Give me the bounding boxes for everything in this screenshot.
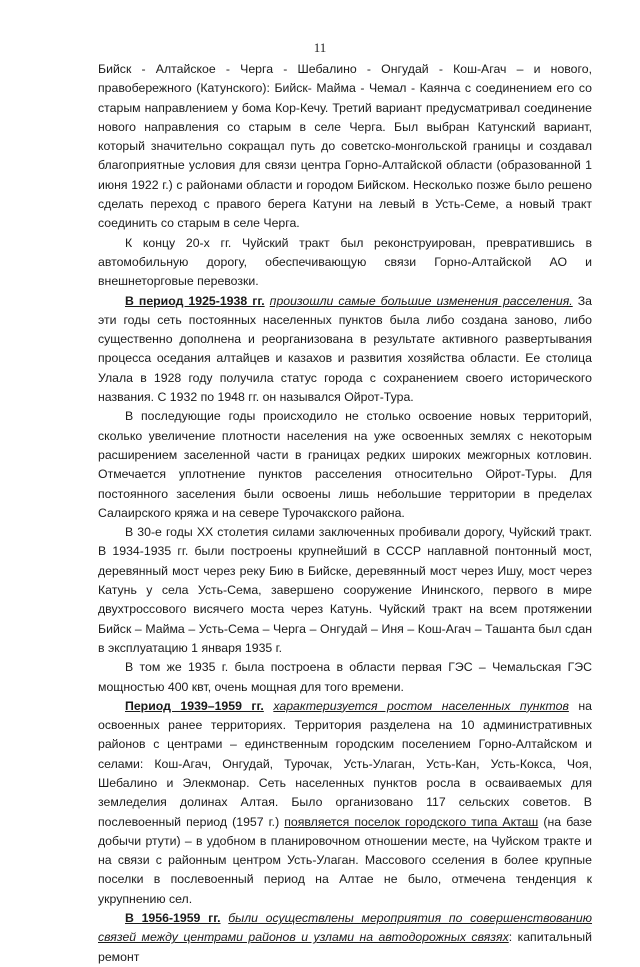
paragraph-text <box>264 699 273 713</box>
emphasized-text: В период 1925-1938 гг. <box>125 293 265 308</box>
paragraph <box>98 60 592 234</box>
page-number: 11 <box>313 40 327 55</box>
paragraph <box>98 697 592 909</box>
paragraph-text: В последующие годы происходило не столько освоение новых территорий, сколько увеличение плотности населения на уже освоенных землях с некоторым расширением заселенной части в границах редких широких межгорных котловин. Отмечается уплотнение пунктов расселения относительно Ойрот-Туры. Для постоянного заселения были освоены лишь небольшие территории в пределах Салаирского кряжа и на севере Турочакского района. <box>98 409 592 520</box>
paragraph-text: : капитальный ремонт <box>98 930 593 964</box>
emphasized-text: были осуществлены мероприятия по совершенствованию связей между центрами районов и узлами на автодорожных связях <box>98 911 593 945</box>
paragraph-text: В 30-е годы XX столетия силами заключенных пробивали дорогу, Чуйский тракт. В 1934-1935 гг. были построены крупнейший в СССР наплавной понтонный мост, деревянный мост через реку Бию в Бийске, деревянный мост через Ишу, мост через Катунь у села Усть-Сема, завершено сооружение Ининского, первого в мире двухтроссового висячего моста через Катунь. Чуйский тракт на всем протяжении Бийск – Майма – Усть-Сема – Черга – Онгудай – Иня – Кош-Агач – Ташанта был сдан в эксплуатацию 1 января 1935 г. <box>98 525 592 655</box>
emphasized-text: произошли самые большие изменения расселения. <box>269 293 573 308</box>
paragraph-text <box>221 911 229 925</box>
paragraph <box>98 234 592 292</box>
paragraph-text: Бийск - Алтайское - Черга - Шебалино - Онгудай - Кош-Агач – и нового, правобережного (Катунского): Бийск- Майма - Чемал - Каянча с соединением его со старым направлением у бома Кор-Кечу. Третий вариант предусматривал соединение нового направления со старым в селе Черга. Был выбран Катунский вариант, который значительно сокращал путь до советско-монгольской границы и создавал благоприятные условия для связи центра Горно-Алтайской области (образованной 1 июня 1922 г.) с районами области и городом Бийском. Несколько позже было решено сделать переход с правого берега Катуни на левый в Усть-Семе, а новый тракт соединить со старым в селе Черга. <box>98 62 592 231</box>
paragraph <box>98 523 592 658</box>
emphasized-text: Период 1939–1959 гг. <box>125 698 264 713</box>
paragraph-text: За эти годы сеть постоянных населенных пунктов была либо создана заново, либо существенно дополнена и реорганизована в результате активного развертывания процесса оседания алтайцев и казахов и развития хозяйства области. Ее столица Улала в 1928 году получила статус города с сохранением своего исторического названия. С 1932 по 1948 гг. он назывался Ойрот-Тура. <box>98 293 592 405</box>
paragraph <box>98 909 592 967</box>
paragraph <box>98 292 592 408</box>
paragraph-text: (на базе добычи ртути) – в удобном в планировочном отношении месте, на Чуйском тракте и на связи с районным центром Усть-Улаган. Массового сселения в более крупные поселки в послевоенный период на Алтае не было, отмечена тенденция к укрупнению сел. <box>98 814 592 906</box>
emphasized-text: характеризуется ростом населенных пунктов <box>273 698 569 713</box>
emphasized-text: В 1956-1959 гг. <box>125 911 221 926</box>
paragraph-text: на освоенных ранее территориях. Территория разделена на 10 административных районов с центрами – единственным городским поселением Горно-Алтайском и селами: Кош-Агач, Онгудай, Турочак, Усть-Улаган, Усть-Кан, Усть-Кокса, Чоя, Шебалино и Элекмонар. Сеть населенных пунктов росла в осваиваемых для земледелия долинах Алтая. Было организовано 117 сельских советов. В послевоенный период (1957 г.) <box>98 698 593 829</box>
paragraph <box>98 407 592 523</box>
emphasized-text: появляется поселок городского типа Акташ <box>284 814 539 829</box>
paragraph-text: В том же 1935 г. была построена в области первая ГЭС – Чемальская ГЭС мощностью 400 квт, очень мощная для того времени. <box>98 660 592 694</box>
page-body <box>98 60 592 967</box>
paragraph <box>98 658 592 697</box>
paragraph-text: К концу 20-х гг. Чуйский тракт был реконструирован, превратившись в автомобильную дорогу, обеспечивающую связи Горно-Алтайской АО и внешнеторговые перевозки. <box>98 235 592 289</box>
